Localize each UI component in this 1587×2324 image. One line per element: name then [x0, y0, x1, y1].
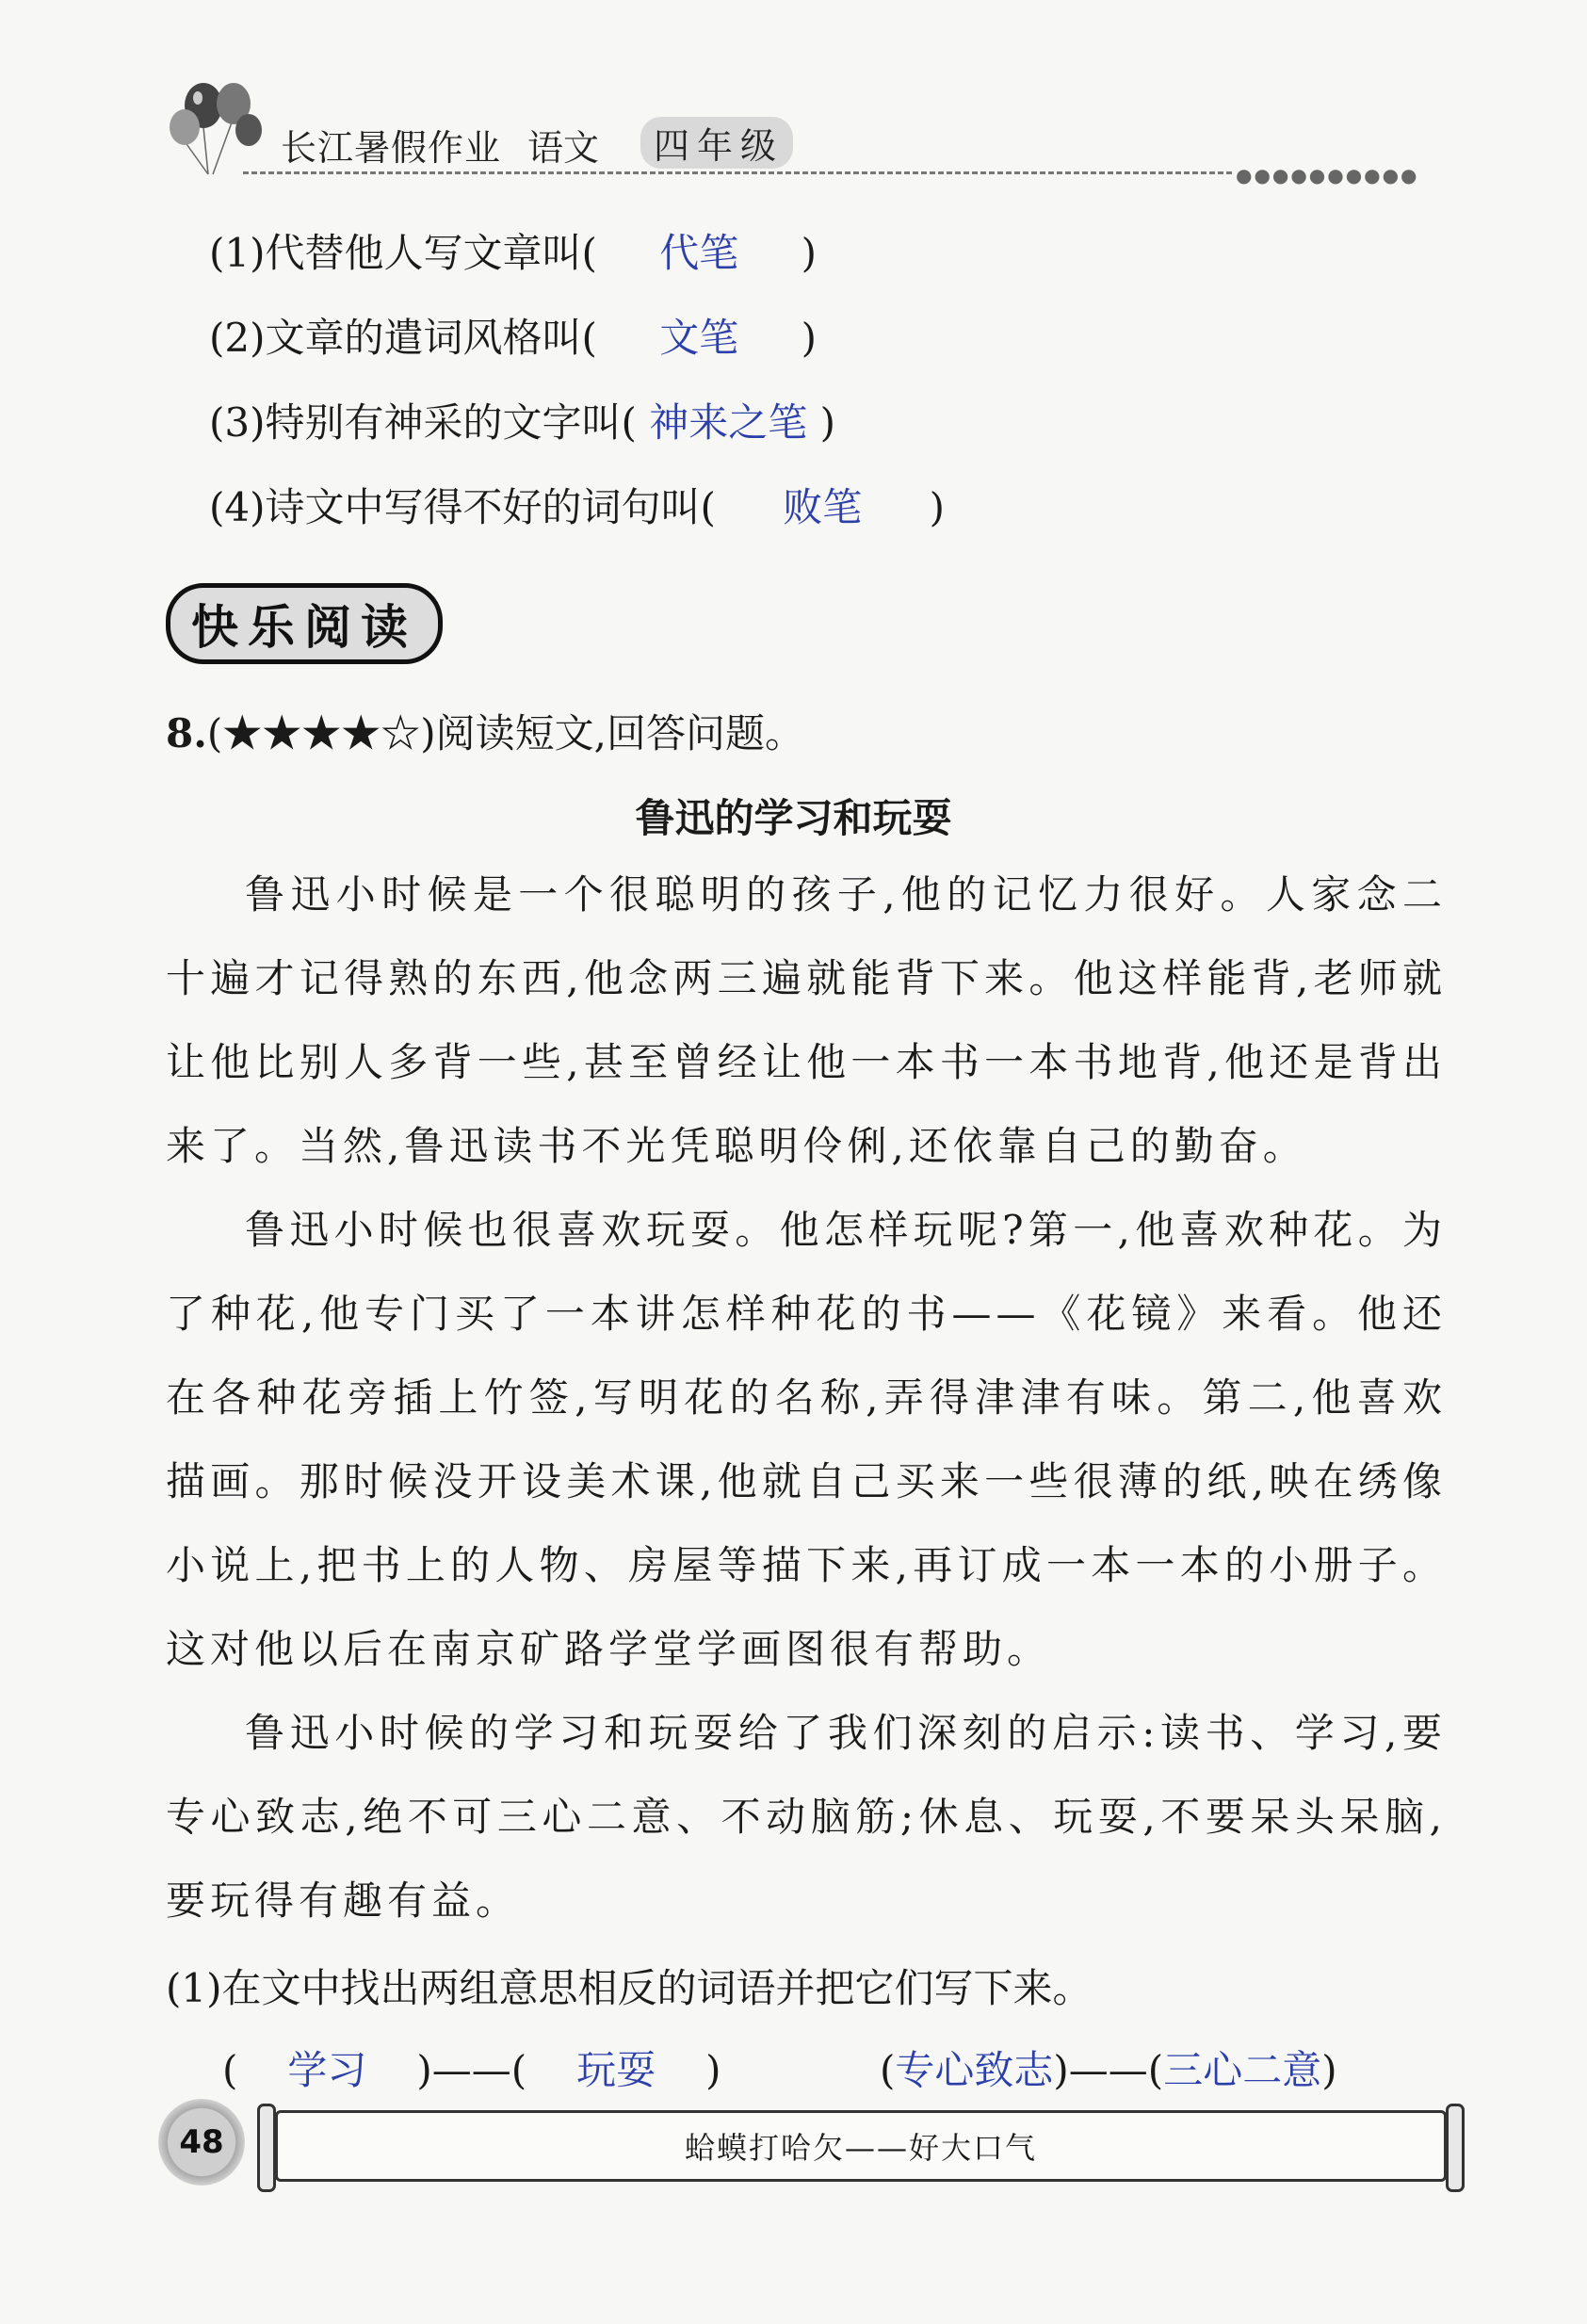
article-paragraph-2: 鲁迅小时候也很喜欢玩耍。他怎样玩呢?第一,他喜欢种花。为了种花,他专门买了一本讲怎样种花的书——《花镜》来看。他还在各种花旁插上竹签,写明花的名称,弄得津津有味。第二,他喜欢描画。那时候没开设美术课,他就自己买来一些很薄的纸,映在绣像小说上,把书上的人物、房屋等描下来,再订成一本一本的小册子。这对他以后在南京矿路学堂学画图很有帮助。 — [166, 1207, 1447, 1672]
question-instruction: 阅读短文,回答问题。 — [435, 710, 804, 756]
answer-word: 三心二意 — [1163, 2047, 1322, 2093]
fill-item-prompt: (4)诗文中写得不好的词句叫( — [209, 484, 716, 530]
answer-pair-2 — [880, 2040, 1337, 2096]
article-title: 鲁迅的学习和玩耍 — [635, 795, 952, 841]
proverb-scroll — [275, 2110, 1447, 2182]
fill-item-close: ) — [801, 230, 817, 276]
answer-word: 玩耍 — [576, 2047, 656, 2093]
fill-item-close: ) — [929, 484, 945, 530]
question-number: 8. — [166, 710, 207, 756]
balloons-icon — [166, 75, 269, 179]
fill-item-answer: 败笔 — [783, 484, 863, 530]
page-number-badge — [158, 2099, 245, 2186]
answer-pair-1 — [222, 2040, 721, 2096]
close-paren: ) — [705, 2047, 721, 2093]
fill-item-1 — [209, 222, 817, 279]
article-paragraph-3: 鲁迅小时候的学习和玩耍给了我们深刻的启示:读书、学习,要专心致志,绝不可三心二意、不动脑筋;休息、玩耍,不要呆头呆脑,要玩得有趣有益。 — [166, 1710, 1447, 1924]
book-title: 长江暑假作业 — [281, 127, 502, 169]
page-number: 48 — [179, 2123, 224, 2161]
difficulty-stars: (★★★★☆) — [206, 710, 436, 756]
header-dots: ●●●●●●●●●● — [1236, 164, 1419, 187]
fill-item-answer: 代笔 — [659, 230, 739, 276]
section-badge — [166, 586, 443, 661]
open-paren: ( — [1147, 2047, 1164, 2093]
close-paren: ) — [416, 2047, 432, 2093]
fill-item-4 — [209, 477, 945, 533]
sub-question-1: (1)在文中找出两组意思相反的词语并把它们写下来。 — [166, 1965, 1093, 2011]
open-paren: ( — [880, 2047, 896, 2093]
answer-word: 专心致志 — [895, 2047, 1054, 2093]
fill-item-answer: 神来之笔 — [649, 399, 808, 446]
fill-item-2 — [209, 307, 817, 364]
section-badge-label: 快乐阅读 — [166, 583, 443, 664]
close-paren: ) — [1321, 2047, 1337, 2093]
fill-item-3 — [209, 392, 835, 448]
fill-item-prompt: (3)特别有神采的文字叫( — [209, 399, 637, 446]
fill-item-prompt: (2)文章的遣词风格叫( — [209, 315, 597, 361]
dash: —— — [431, 2047, 511, 2093]
fill-item-close: ) — [819, 399, 836, 446]
question-8 — [166, 703, 804, 759]
dash: —— — [1068, 2047, 1148, 2093]
open-paren: ( — [222, 2047, 238, 2093]
fill-item-prompt: (1)代替他人写文章叫( — [209, 230, 597, 276]
subject-label: 语文 — [527, 127, 600, 169]
proverb-text: 蛤蟆打哈欠——好大口气 — [684, 2130, 1037, 2166]
open-paren: ( — [510, 2047, 527, 2093]
fill-item-close: ) — [801, 315, 817, 361]
answer-word: 学习 — [287, 2047, 367, 2093]
header-divider — [243, 171, 1232, 174]
grade-label: 四年级 — [640, 117, 793, 169]
close-paren: ) — [1053, 2047, 1069, 2093]
article-paragraph-1: 鲁迅小时候是一个很聪明的孩子,他的记忆力很好。人家念二十遍才记得熟的东西,他念两三遍就能背下来。他这样能背,老师就让他比别人多背一些,甚至曾经让他一本书一本书地背,他还是背出来了。当然,鲁迅读书不光凭聪明伶俐,还依靠自己的勤奋。 — [166, 871, 1447, 1169]
fill-item-answer: 文笔 — [659, 315, 739, 361]
